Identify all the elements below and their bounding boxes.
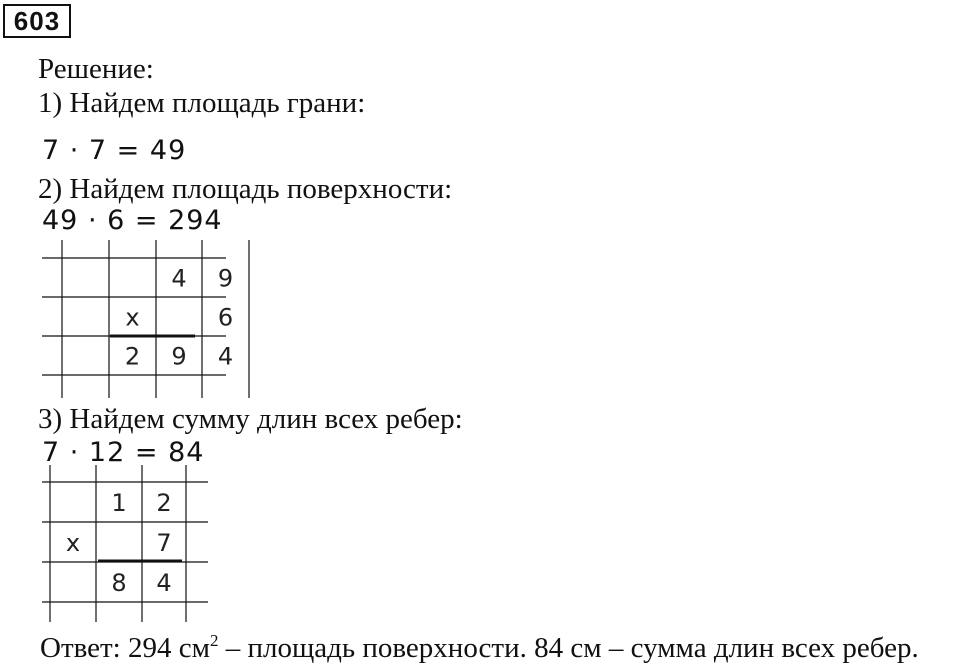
grid-digit: 1 bbox=[111, 489, 127, 517]
grid-digit: 7 bbox=[156, 529, 172, 557]
problem-number: 603 bbox=[3, 4, 71, 38]
grid-digit: x bbox=[65, 529, 81, 557]
answer-superscript: 2 bbox=[209, 631, 219, 650]
grid-digit: 4 bbox=[156, 569, 172, 597]
answer-prefix: Ответ: 294 см bbox=[40, 632, 210, 664]
grid-digit: 6 bbox=[217, 303, 234, 332]
step-1-expression: 7 · 7 = 49 bbox=[42, 135, 187, 166]
step-2-expression: 49 · 6 = 294 bbox=[42, 205, 223, 236]
solution-heading: Решение: bbox=[38, 53, 154, 85]
grid-digit: 4 bbox=[217, 342, 234, 371]
answer-line bbox=[40, 631, 919, 664]
grid-digit: x bbox=[125, 303, 140, 332]
grid-digit: 9 bbox=[217, 264, 234, 293]
grid-digit: 8 bbox=[111, 569, 127, 597]
step-2-title: 2) Найдем площадь поверхности: bbox=[38, 173, 453, 205]
grid-digit: 4 bbox=[171, 264, 187, 293]
step-1-title: 1) Найдем площадь грани: bbox=[38, 87, 366, 119]
grid-digit: 2 bbox=[124, 342, 141, 371]
step-3-title: 3) Найдем сумму длин всех ребер: bbox=[38, 403, 463, 435]
step-3-expression: 7 · 12 = 84 bbox=[42, 437, 205, 468]
grid-digit: 2 bbox=[156, 489, 172, 517]
answer-suffix: – площадь поверхности. 84 см – сумма длин всех ребер. bbox=[218, 632, 919, 664]
grid-digit: 9 bbox=[171, 342, 187, 371]
